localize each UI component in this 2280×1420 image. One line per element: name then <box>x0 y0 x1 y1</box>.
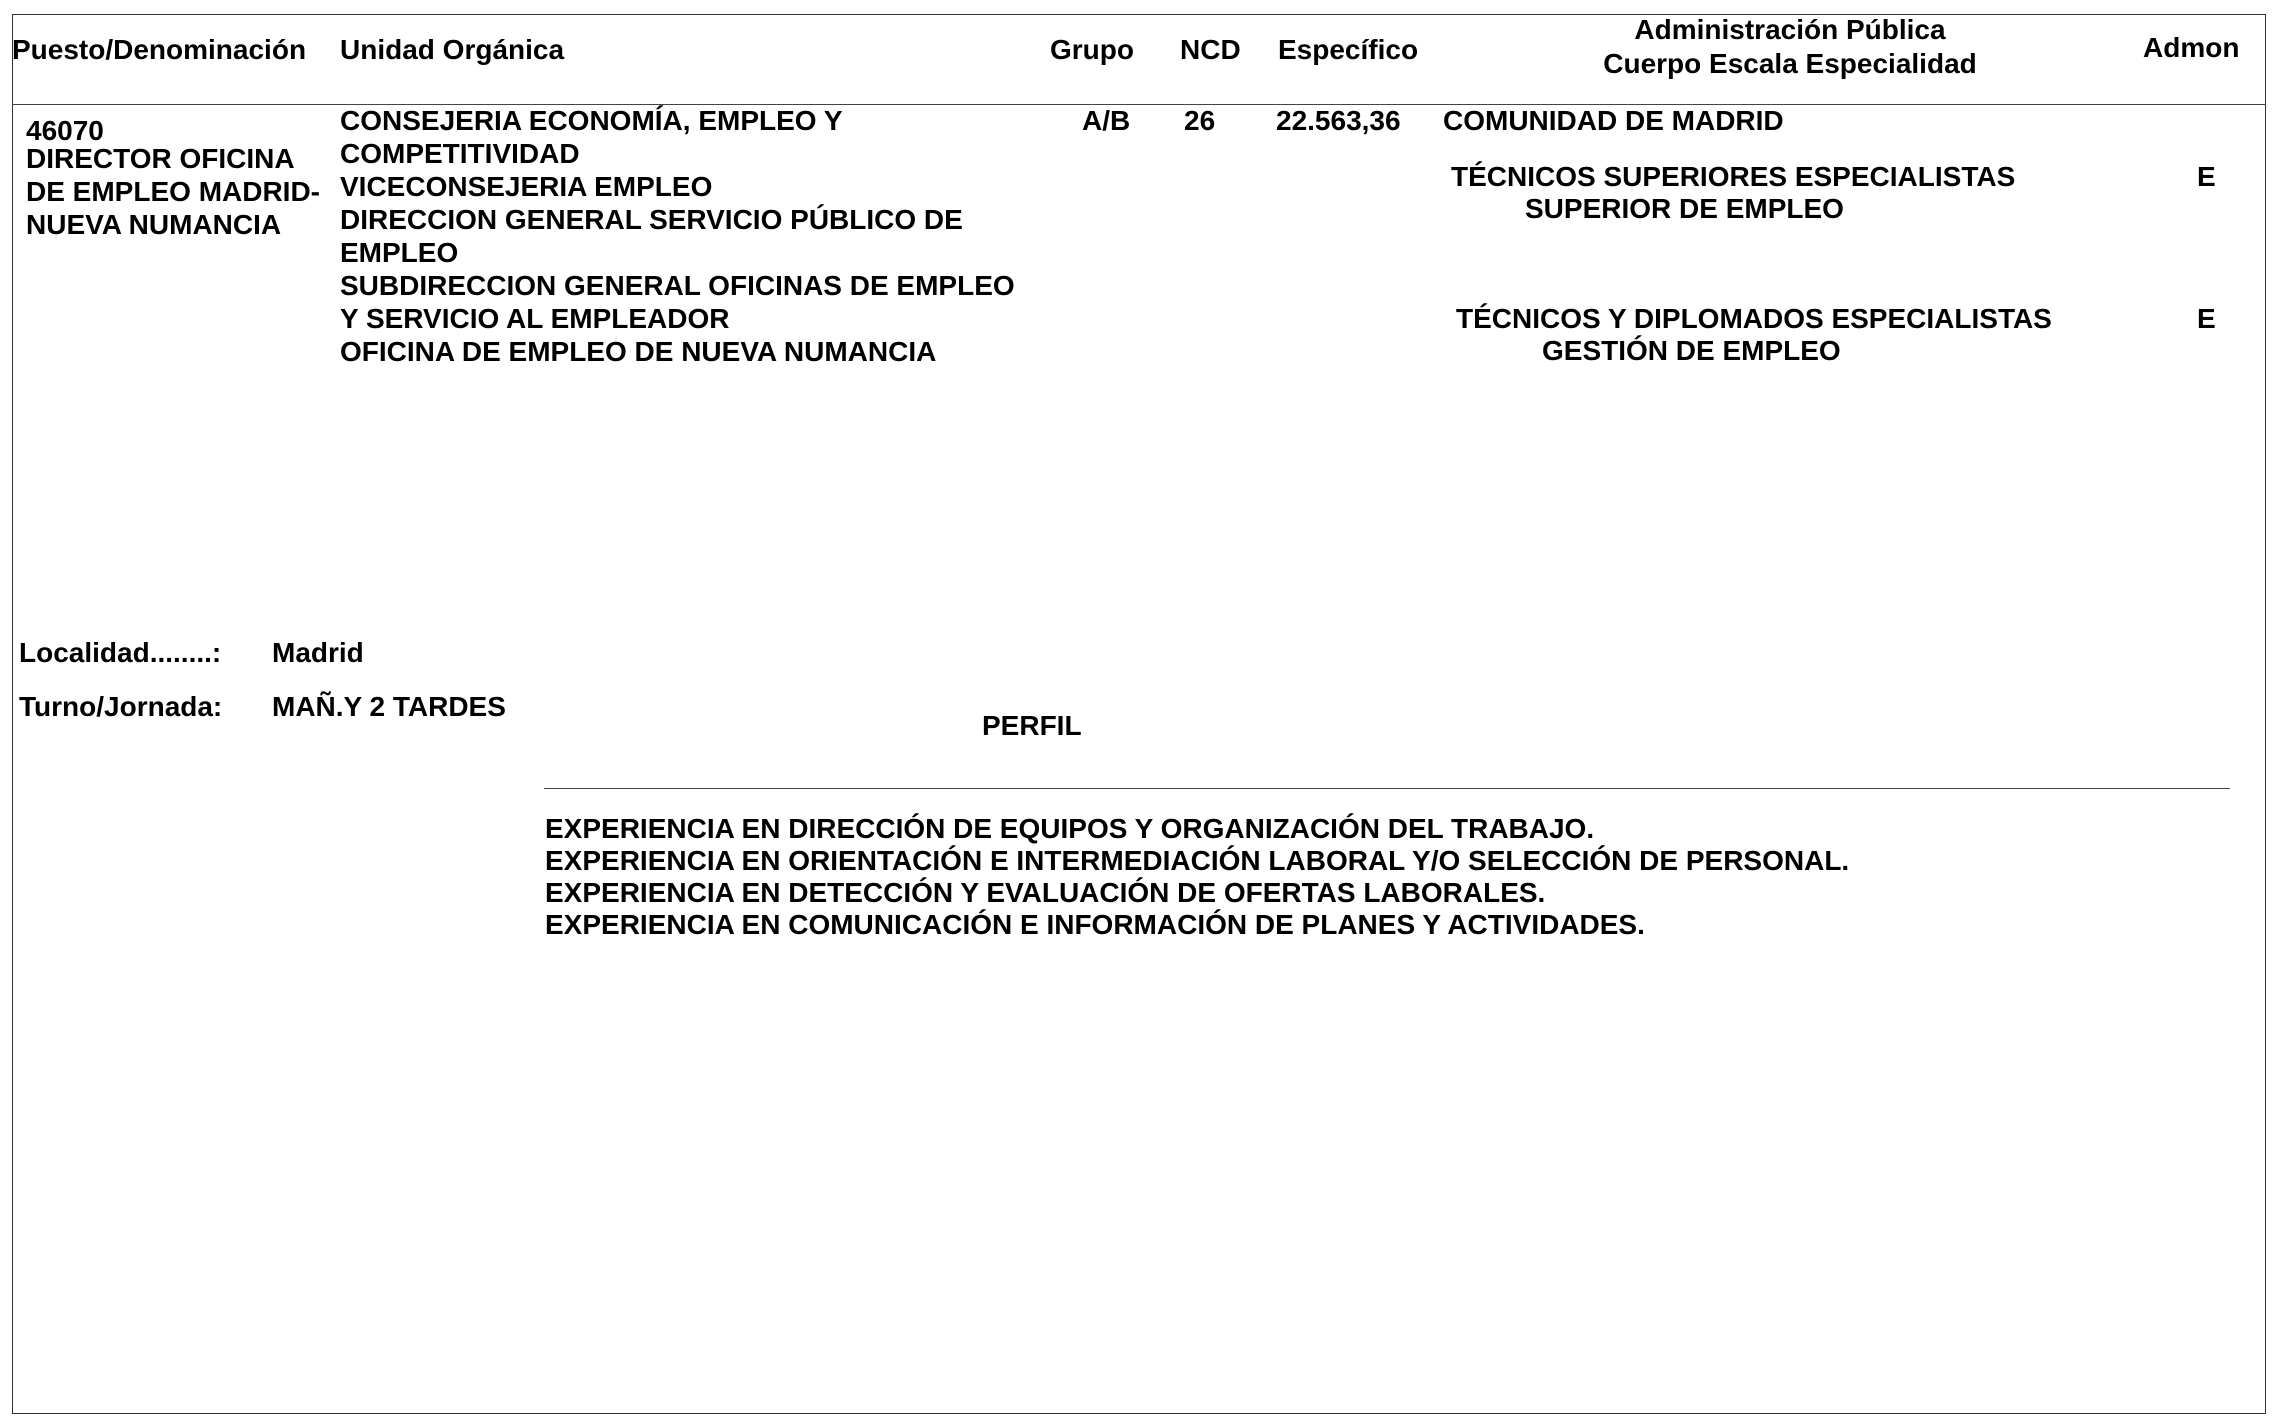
perfil-item: EXPERIENCIA EN DETECCIÓN Y EVALUACIÓN DE OFERTAS LABORALES. <box>545 877 1546 908</box>
escala-2: GESTIÓN DE EMPLEO <box>1542 335 1841 366</box>
unidad-organica <box>340 104 1015 368</box>
header-unidad: Unidad Orgánica <box>340 34 565 65</box>
cuerpo-1: TÉCNICOS SUPERIORES ESPECIALISTAS <box>1451 161 2016 192</box>
localidad-label: Localidad........: <box>19 637 222 668</box>
puesto-codigo: 46070 <box>26 115 104 146</box>
unidad-line: CONSEJERIA ECONOMÍA, EMPLEO Y <box>340 105 843 136</box>
admon-1: E <box>2197 161 2216 192</box>
header-cuerpo-escala: Cuerpo Escala Especialidad <box>1603 48 1977 79</box>
unidad-line: Y SERVICIO AL EMPLEADOR <box>340 303 730 334</box>
header-ncd: NCD <box>1180 34 1241 65</box>
perfil-items <box>545 813 1849 941</box>
header-grupo: Grupo <box>1050 34 1134 65</box>
localidad-value: Madrid <box>272 637 364 668</box>
ncd-value: 26 <box>1184 105 1216 136</box>
puesto-denominacion <box>26 142 320 241</box>
header-admin-publica: Administración Pública <box>1634 14 1946 45</box>
escala-1: SUPERIOR DE EMPLEO <box>1525 193 1844 224</box>
grupo-value: A/B <box>1082 105 1131 136</box>
especifico-value: 22.563,36 <box>1276 105 1401 136</box>
unidad-line: COMPETITIVIDAD <box>340 138 580 169</box>
unidad-line: EMPLEO <box>340 237 459 268</box>
header-puesto: Puesto/Denominación <box>12 34 307 65</box>
unidad-line: DIRECCION GENERAL SERVICIO PÚBLICO DE <box>340 204 963 235</box>
cuerpo-2: TÉCNICOS Y DIPLOMADOS ESPECIALISTAS <box>1456 303 2052 334</box>
turno-label: Turno/Jornada: <box>19 691 223 722</box>
perfil-title: PERFIL <box>982 710 1082 741</box>
perfil-item: EXPERIENCIA EN COMUNICACIÓN E INFORMACIÓN DE PLANES Y ACTIVIDADES. <box>545 909 1645 940</box>
unidad-line: OFICINA DE EMPLEO DE NUEVA NUMANCIA <box>340 336 937 367</box>
denominacion-line: NUEVA NUMANCIA <box>26 209 282 240</box>
denominacion-line: DE EMPLEO MADRID- <box>26 176 320 207</box>
header-admon: Admon <box>2143 32 2240 63</box>
admon-2: E <box>2197 303 2216 334</box>
unidad-line: SUBDIRECCION GENERAL OFICINAS DE EMPLEO <box>340 270 1015 301</box>
perfil-item: EXPERIENCIA EN ORIENTACIÓN E INTERMEDIACIÓN LABORAL Y/O SELECCIÓN DE PERSONAL. <box>545 845 1850 876</box>
denominacion-line: DIRECTOR OFICINA <box>26 143 295 174</box>
perfil-divider <box>544 788 2230 789</box>
administracion-nombre: COMUNIDAD DE MADRID <box>1443 105 1784 136</box>
unidad-line: VICECONSEJERIA EMPLEO <box>340 171 713 202</box>
perfil-item: EXPERIENCIA EN DIRECCIÓN DE EQUIPOS Y ORGANIZACIÓN DEL TRABAJO. <box>545 813 1595 844</box>
header-especifico: Específico <box>1278 34 1419 65</box>
turno-value: MAÑ.Y 2 TARDES <box>272 691 506 722</box>
